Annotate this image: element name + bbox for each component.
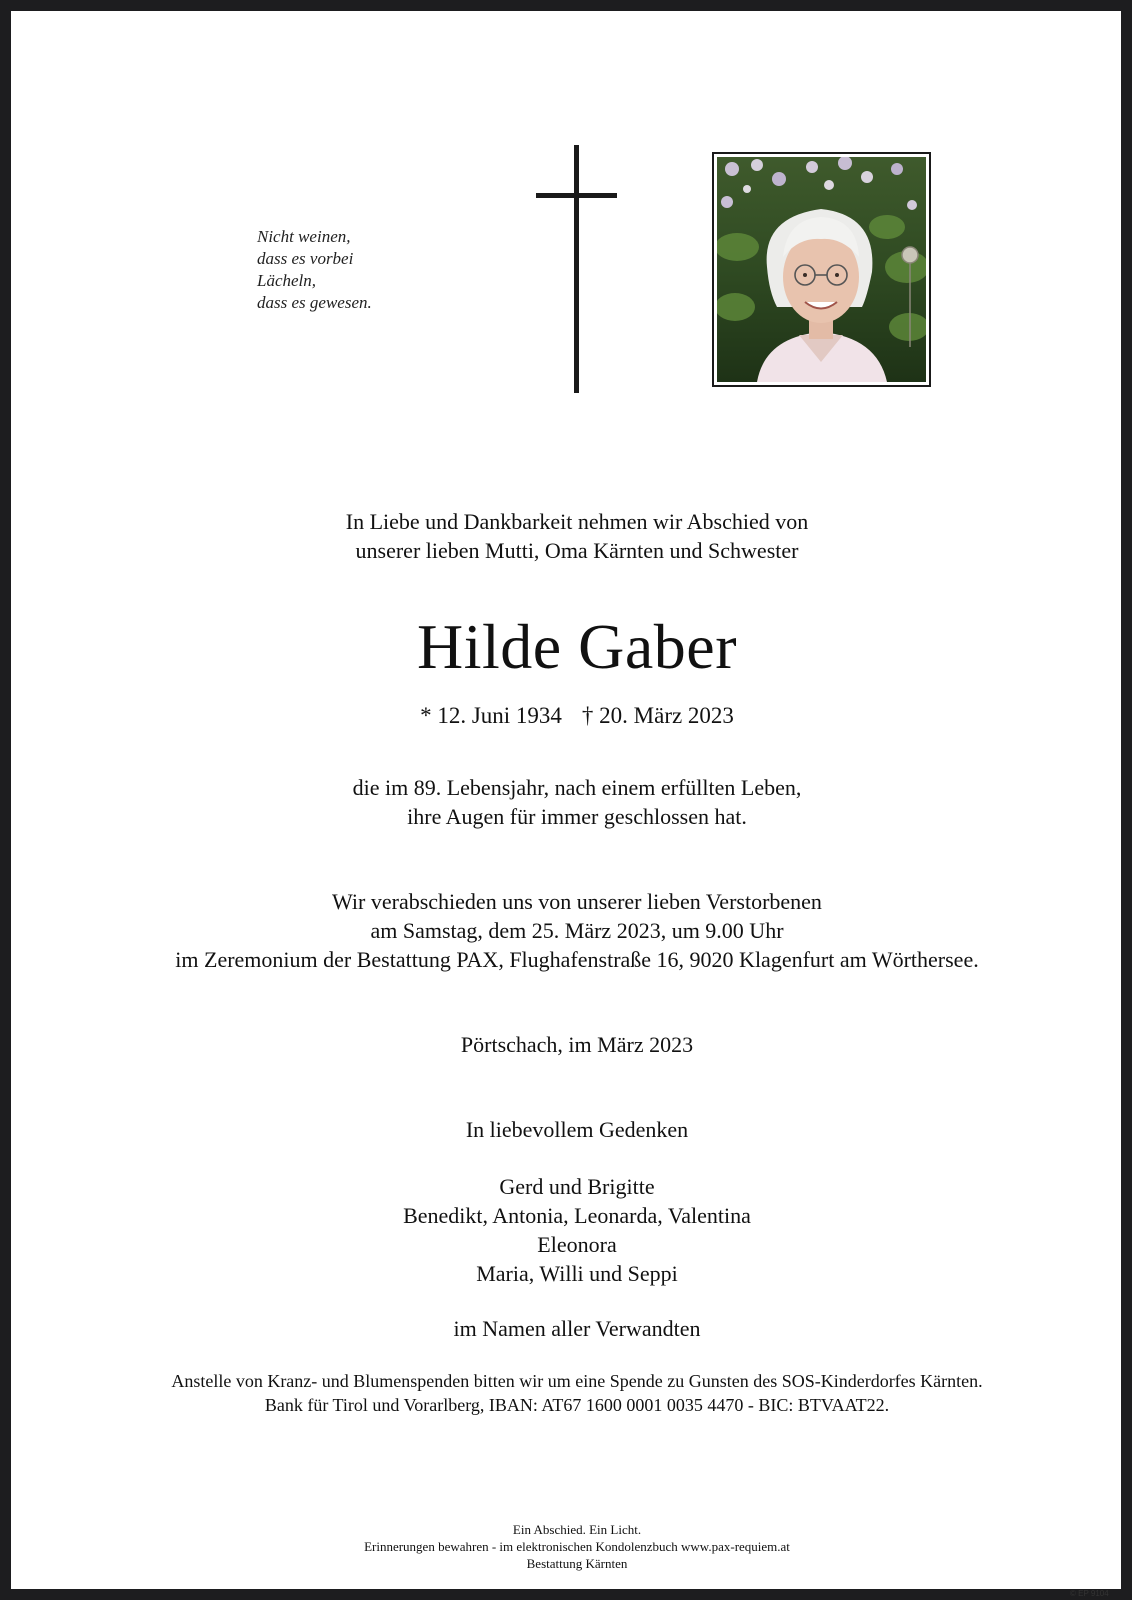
- family-names: [11, 1172, 1132, 1288]
- cross-horizontal-bar: [536, 193, 617, 198]
- relatives-text: im Namen aller Verwandten: [453, 1316, 701, 1341]
- memory-text: In liebevollem Gedenken: [465, 1117, 689, 1142]
- family-line: Benedikt, Antonia, Leonarda, Valentina: [403, 1203, 751, 1228]
- service-info: [11, 887, 1132, 974]
- family-line: Gerd und Brigitte: [499, 1174, 655, 1199]
- intro-line: unserer lieben Mutti, Oma Kärnten und Schwester: [355, 538, 799, 563]
- latin-cross-icon: [536, 145, 618, 395]
- description-line: die im 89. Lebensjahr, nach einem erfüllten Leben,: [352, 775, 802, 800]
- footer-line: Erinnerungen bewahren - im elektronischen Kondolenzbuch www.pax-requiem.at: [364, 1539, 790, 1554]
- description-line: ihre Augen für immer geschlossen hat.: [407, 804, 747, 829]
- death-date: † 20. März 2023: [581, 703, 734, 728]
- intro-line: In Liebe und Dankbarkeit nehmen wir Abschied von: [345, 509, 809, 534]
- donation-info: [11, 1369, 1132, 1417]
- cross-vertical-bar: [574, 145, 579, 393]
- footer-line: Bestattung Kärnten: [526, 1556, 628, 1571]
- poem: [257, 226, 372, 314]
- copyright-mark: © EP 9104: [1070, 1589, 1109, 1598]
- place-date: Pörtschach, im März 2023: [460, 1032, 694, 1057]
- poem-line: Lächeln,: [257, 271, 317, 290]
- poem-line: dass es vorbei: [257, 249, 354, 268]
- poem-line: dass es gewesen.: [257, 293, 372, 312]
- life-dates: [11, 701, 1132, 731]
- service-line: im Zeremonium der Bestattung PAX, Flughafenstraße 16, 9020 Klagenfurt am Wörthersee.: [175, 947, 979, 972]
- footer: [11, 1521, 1132, 1572]
- family-line: Eleonora: [537, 1232, 617, 1257]
- donation-line: Bank für Tirol und Vorarlberg, IBAN: AT67 1600 0001 0035 4470 - BIC: BTVAAT22.: [264, 1395, 890, 1415]
- donation-line: Anstelle von Kranz- und Blumenspenden bitten wir um eine Spende zu Gunsten des SOS-Kinderdorfes Kärnten.: [171, 1371, 983, 1391]
- birth-date: * 12. Juni 1934: [420, 703, 562, 728]
- service-line: am Samstag, dem 25. März 2023, um 9.00 Uhr: [370, 918, 784, 943]
- intro-text: [11, 507, 1132, 565]
- family-line: Maria, Willi und Seppi: [476, 1261, 678, 1286]
- service-line: Wir verabschieden uns von unserer lieben Verstorbenen: [332, 889, 822, 914]
- description-text: [11, 773, 1132, 831]
- poem-line: Nicht weinen,: [257, 227, 351, 246]
- portrait-illustration: [717, 157, 926, 382]
- footer-line: Ein Abschied. Ein Licht.: [512, 1522, 642, 1537]
- deceased-name: Hilde Gaber: [416, 611, 738, 682]
- portrait-photo: [712, 152, 931, 387]
